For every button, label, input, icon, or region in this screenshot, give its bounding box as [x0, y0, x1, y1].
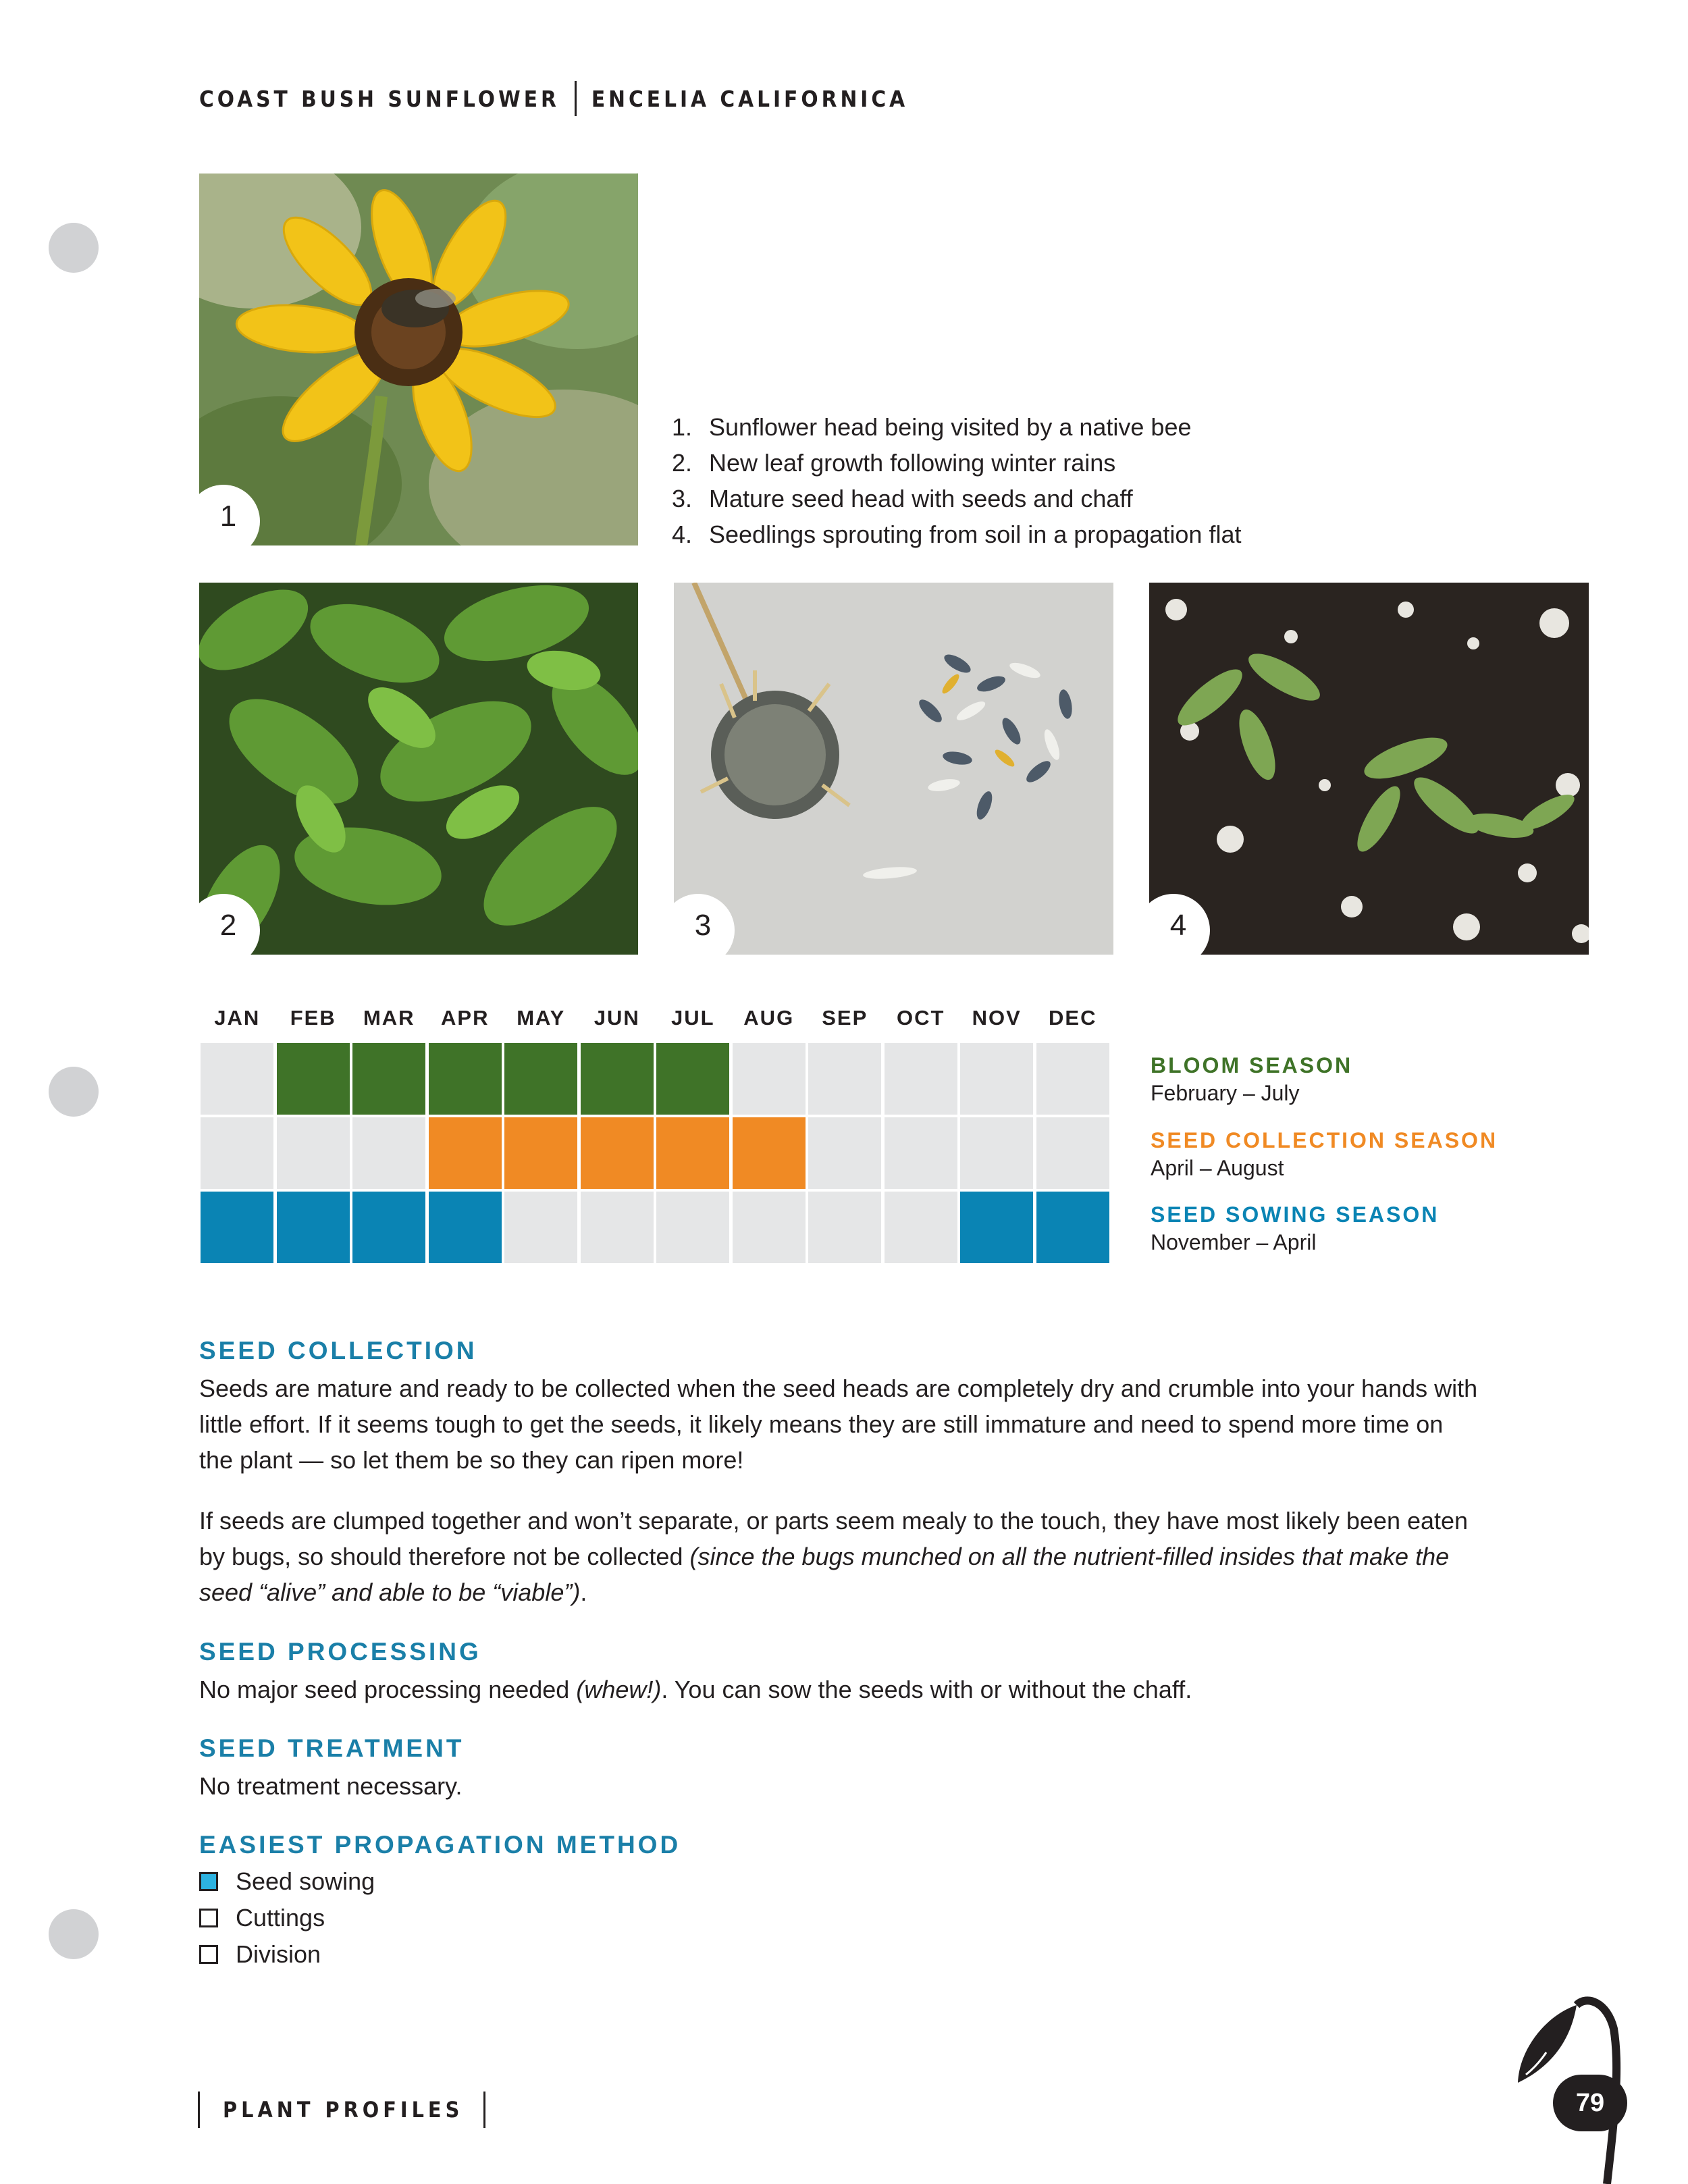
binder-hole: [49, 223, 99, 273]
month-label: JAN: [214, 1006, 261, 1030]
legend-range: November – April: [1151, 1230, 1317, 1254]
calendar-cell: [504, 1117, 577, 1189]
calendar-cell: [733, 1117, 806, 1189]
running-header: [199, 81, 908, 116]
page-number: 79: [1553, 2075, 1627, 2131]
calendar-cell: [808, 1043, 881, 1115]
legend-sowing: [1151, 1202, 1439, 1255]
calendar-cell: [277, 1192, 350, 1263]
header-scientific-name: ENCELIA CALIFORNICA: [591, 85, 909, 112]
legend-bloom: [1151, 1053, 1352, 1106]
propagation-method-checklist: [199, 1863, 375, 1973]
calendar-cell: [656, 1043, 729, 1115]
seed-treatment-text: No treatment necessary.: [199, 1772, 463, 1800]
month-label: FEB: [290, 1006, 336, 1030]
caption-item: 1. Sunflower head being visited by a native bee: [672, 413, 1192, 441]
month-label: MAY: [517, 1006, 566, 1030]
calendar-row-sowing: [199, 1190, 1111, 1264]
photo-number-badge: 2: [199, 894, 260, 955]
calendar-cell: [1036, 1043, 1109, 1115]
calendar-row-bloom: [199, 1042, 1111, 1116]
calendar-cell: [201, 1043, 273, 1115]
calendar-cell: [960, 1043, 1033, 1115]
calendar-cell: [733, 1192, 806, 1263]
caption-item: 3. Mature seed head with seeds and chaff: [672, 485, 1133, 512]
caption-item: 4. Seedlings sprouting from soil in a propagation flat: [672, 521, 1242, 548]
season-calendar-grid: [199, 1042, 1111, 1264]
calendar-cell: [581, 1117, 654, 1189]
calendar-month-headers: [199, 1006, 1111, 1030]
calendar-cell: [201, 1117, 273, 1189]
photo-caption-list: [672, 409, 1241, 552]
checkbox-checked-icon: [199, 1872, 218, 1891]
legend-title: SEED COLLECTION SEASON: [1151, 1128, 1498, 1152]
section-title-seed-collection: SEED COLLECTION: [199, 1337, 477, 1364]
month-label: SEP: [822, 1006, 868, 1030]
section-title-propagation-method: EASIEST PROPAGATION METHOD: [199, 1831, 681, 1859]
footer-divider: [483, 2092, 485, 2128]
photo-number-badge: 3: [674, 894, 735, 955]
legend-range: April – August: [1151, 1156, 1284, 1180]
calendar-cell: [352, 1043, 425, 1115]
caption-item: 2. New leaf growth following winter rains: [672, 449, 1116, 477]
calendar-row-collection: [199, 1116, 1111, 1190]
month-label: JUN: [594, 1006, 640, 1030]
section-title-seed-processing: SEED PROCESSING: [199, 1638, 481, 1666]
header-common-name: COAST BUSH SUNFLOWER: [199, 85, 560, 112]
month-label: NOV: [972, 1006, 1022, 1030]
legend-title: SEED SOWING SEASON: [1151, 1202, 1440, 1227]
month-label: AUG: [743, 1006, 795, 1030]
section-title-seed-treatment: SEED TREATMENT: [199, 1734, 465, 1762]
propagation-option-seed-sowing: Seed sowing: [199, 1863, 375, 1900]
calendar-cell: [656, 1117, 729, 1189]
calendar-cell: [352, 1117, 425, 1189]
binder-hole: [49, 1909, 99, 1959]
calendar-cell: [960, 1192, 1033, 1263]
photo-new-leaves: [199, 583, 638, 955]
calendar-cell: [581, 1192, 654, 1263]
legend-range: February – July: [1151, 1081, 1300, 1105]
calendar-cell: [504, 1192, 577, 1263]
calendar-cell: [885, 1043, 957, 1115]
photo-seedlings: [1149, 583, 1589, 955]
calendar-cell: [733, 1043, 806, 1115]
seed-collection-paragraph-2: If seeds are clumped together and won’t separate, or parts seem mealy to the touch, they have most likely been eaten by bugs, so should therefore not be collected (since the bugs munched on all the nutrient-filled insides that make the seed “alive” and able to be “viable”).: [199, 1507, 1469, 1606]
calendar-cell: [1036, 1117, 1109, 1189]
calendar-cell: [429, 1192, 502, 1263]
calendar-cell: [808, 1117, 881, 1189]
propagation-option-cuttings: Cuttings: [199, 1900, 375, 1936]
calendar-cell: [429, 1117, 502, 1189]
footer-section-label: PLANT PROFILES: [198, 2092, 485, 2128]
calendar-cell: [277, 1117, 350, 1189]
calendar-cell: [201, 1192, 273, 1263]
legend-title: BLOOM SEASON: [1151, 1053, 1353, 1077]
calendar-cell: [656, 1192, 729, 1263]
month-label: DEC: [1049, 1006, 1097, 1030]
calendar-cell: [277, 1043, 350, 1115]
calendar-cell: [1036, 1192, 1109, 1263]
checkbox-empty-icon: [199, 1945, 218, 1964]
photo-sunflower-bee: [199, 174, 638, 545]
footer-divider: [198, 2092, 200, 2128]
month-label: MAR: [363, 1006, 415, 1030]
seed-processing-text: No major seed processing needed (whew!). You can sow the seeds with or without the chaff.: [199, 1676, 1192, 1703]
calendar-cell: [352, 1192, 425, 1263]
propagation-option-division: Division: [199, 1936, 375, 1973]
month-label: JUL: [670, 1006, 715, 1030]
checkbox-empty-icon: [199, 1909, 218, 1927]
month-label: APR: [441, 1006, 490, 1030]
header-divider: [575, 81, 577, 116]
calendar-cell: [808, 1192, 881, 1263]
month-label: OCT: [897, 1006, 945, 1030]
calendar-cell: [429, 1043, 502, 1115]
calendar-cell: [504, 1043, 577, 1115]
photo-number-badge: 1: [199, 485, 260, 545]
legend-collection: [1151, 1128, 1498, 1181]
calendar-cell: [581, 1043, 654, 1115]
calendar-cell: [960, 1117, 1033, 1189]
seed-collection-paragraph-1: Seeds are mature and ready to be collected when the seed heads are completely dry and crumble into your hands with little effort. If it seems tough to get the seeds, it likely means they are still immature and need to spend more time on the plant — so let them be so they can ripen more!: [199, 1375, 1478, 1474]
photo-seed-head: [674, 583, 1113, 955]
binder-hole: [49, 1067, 99, 1117]
calendar-cell: [885, 1117, 957, 1189]
photo-number-badge: 4: [1149, 894, 1210, 955]
calendar-cell: [885, 1192, 957, 1263]
